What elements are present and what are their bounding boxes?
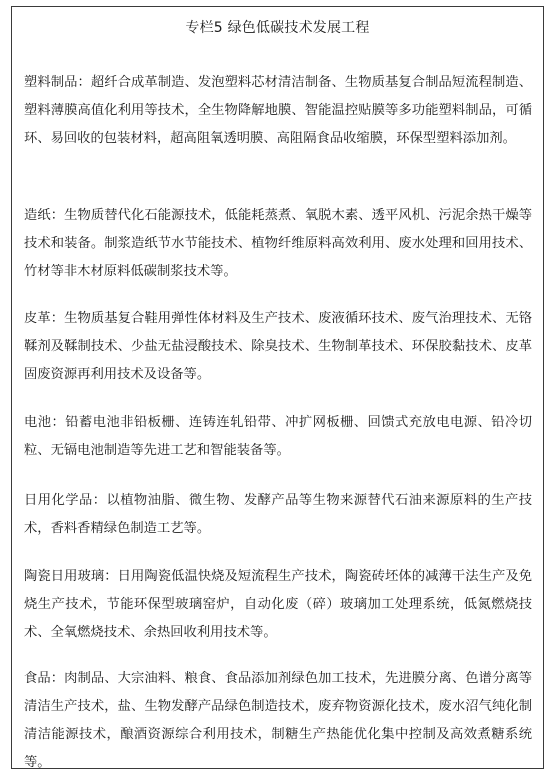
section-body: 超纤合成革制造、发泡塑料芯材清洁制备、生物质基复合制品短流程制造、塑料薄膜高值化利用等技术，全生物降解地膜、智能温控贴膜等多功能塑料制品，可循环、易回收的包装材料，超高阻氧透明膜、高阻隔食品收缩膜，环保型塑料添加剂。 <box>24 75 533 146</box>
document-frame <box>11 6 544 769</box>
section-heading: 塑料制品： <box>24 75 91 90</box>
section-food <box>24 665 532 777</box>
section-heading: 造纸： <box>24 208 65 223</box>
section-battery <box>24 409 532 465</box>
section-body: 日用陶瓷低温快烧及短流程生产技术，陶瓷砖坯体的减薄干法生产及免烧生产技术，节能环保型玻璃窑炉，自动化废（碎）玻璃加工处理系统，低氮燃烧技术、全氧燃烧技术、余热回收利用技术等。 <box>24 569 533 640</box>
section-plastic-products <box>24 69 532 153</box>
section-body: 生物质基复合鞋用弹性体材料及生产技术、废液循环技术、废气治理技术、无铬鞣剂及鞣制技术、少盐无盐浸酸技术、除臭技术、生物制革技术、环保胶黏技术、皮革固废资源再利用技术及设备等。 <box>24 311 533 382</box>
section-body: 以植物油脂、微生物、发酵产品等生物来源替代石油来源原料的生产技术，香料香精绿色制造工艺等。 <box>24 493 533 536</box>
section-daily-chemicals <box>24 487 532 543</box>
section-heading: 日用化学品： <box>24 493 107 508</box>
document-title: 专栏5 绿色低碳技术发展工程 <box>185 20 370 36</box>
section-leather <box>24 305 532 389</box>
section-ceramics-glass <box>24 563 532 647</box>
section-body: 肉制品、大宗油料、粮食、食品添加剂绿色加工技术，先进膜分离、色谱分离等清洁生产技术，盐、生物发酵产品绿色制造技术，废弃物资源化技术，废水沼气纯化制清洁能源技术，酿酒资源综合利用技术，制糖生产热能优化集中控制及高效煮糖系统等。 <box>24 671 533 770</box>
section-heading: 电池： <box>24 415 66 430</box>
section-heading: 食品： <box>24 671 65 686</box>
section-papermaking <box>24 202 532 286</box>
section-heading: 陶瓷日用玻璃： <box>24 569 118 584</box>
section-body: 生物质替代化石能源技术，低能耗蒸煮、氧脱木素、透平风机、污泥余热干燥等技术和装备。制浆造纸节水节能技术、植物纤维原料高效利用、废水处理和回用技术、竹材等非木材原料低碳制浆技术等。 <box>24 208 533 279</box>
section-heading: 皮革： <box>24 311 65 326</box>
section-body: 铅蓄电池非铅板栅、连铸连轧铅带、冲扩网板栅、回馈式充放电电源、铅冷切粒、无镉电池制造等先进工艺和智能装备等。 <box>24 415 533 458</box>
